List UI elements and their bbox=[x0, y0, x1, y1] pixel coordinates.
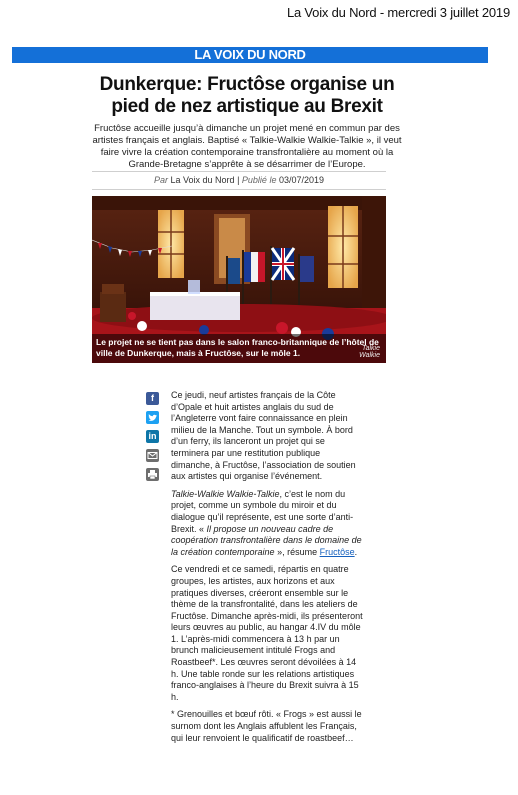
linkedin-icon[interactable]: in bbox=[146, 430, 159, 443]
byline-author: La Voix du Nord bbox=[170, 175, 235, 185]
bottom-rule bbox=[92, 189, 386, 190]
facebook-icon[interactable]: f bbox=[146, 392, 159, 405]
byline-date: 03/07/2019 bbox=[278, 175, 325, 185]
p2-text-3: . bbox=[354, 546, 358, 557]
mail-icon[interactable] bbox=[146, 449, 159, 462]
watermark-line2: Walkie bbox=[359, 352, 380, 359]
paragraph-1: Ce jeudi, neuf artistes français de la Côte d’Opale et huit artistes anglais du sud de l’Angleterre vont faire connaissance en plein milieu de la Manche. Tout un symbole. À bord d’un ferry, ils lanceront un projet qui se terminera par une restitution publique dimanche, à Fructôse, l’association de soutien aux artistes qui organise l’événement. bbox=[171, 390, 356, 482]
paragraph-2 bbox=[171, 489, 363, 559]
article-body bbox=[171, 390, 363, 750]
top-rule bbox=[92, 171, 386, 172]
byline-published-label: Publié le bbox=[241, 175, 277, 185]
byline-par: Par bbox=[153, 175, 168, 185]
watermark-line1: Talkie bbox=[361, 345, 380, 352]
paragraph-3: Ce vendredi et ce samedi, répartis en quatre groupes, les artistes, aux horizons et aux pratiques diverses, créeront ensemble sur le thème de la transfrontalité, dans les ateliers de Fructôse. Dimanche après-midi, ils présenteront leurs œuvres au public, au hangar 4.IV du môle 1. L’après-midi commencera à 13 h par un brunch malicieusement intitulé Frogs and Roastbeef*. Les œuvres seront dévoilées à 14 h. Une table ronde sur les relations artistiques franco-anglaises à l’heure du Brexit suivra à 15 h. bbox=[171, 564, 363, 702]
share-bar bbox=[146, 392, 159, 487]
publication-header: La Voix du Nord - mercredi 3 juillet 2019 bbox=[286, 5, 510, 20]
article-photo bbox=[92, 196, 386, 363]
twitter-icon[interactable] bbox=[146, 411, 159, 424]
photo-watermark bbox=[359, 345, 380, 359]
byline-separator: | bbox=[237, 175, 240, 185]
p2-text-1: , c’est le nom du projet, comme un symbole du miroir et du dialogue qu’il représente, est une sorte d’anti-Brexit. « bbox=[171, 488, 354, 534]
article-lead: Fructôse accueille jusqu’à dimanche un projet mené en commun par des artistes français et anglais. Baptisé « Talkie-Walkie Walkie-Talkie », il veut faire vivre la création contemporaine transfrontalière au moment où la Grande-Bretagne s’apprête à se désarrimer de l’Europe. bbox=[92, 123, 402, 170]
print-icon[interactable] bbox=[146, 468, 159, 481]
p2-italic-title: Talkie-Walkie Walkie-Talkie bbox=[171, 488, 280, 499]
fructose-link[interactable]: Fructôse bbox=[319, 546, 355, 557]
article-title: Dunkerque: Fructôse organise un pied de nez artistique au Brexit bbox=[99, 74, 395, 117]
brand-banner: LA VOIX DU NORD bbox=[12, 47, 488, 63]
paragraph-4: * Grenouilles et bœuf rôti. « Frogs » est aussi le surnom dont les Anglais affublent les Français, qui leur renvoient le qualificatif de roastbeef… bbox=[171, 709, 362, 743]
byline bbox=[92, 175, 386, 185]
p2-quote: Il propose un nouveau cadre de coopération transfrontalière dans le domaine de la création contemporaine bbox=[171, 523, 362, 557]
p2-text-2: », résume bbox=[274, 546, 320, 557]
photo-caption: Le projet ne se tient pas dans le salon franco-britannique de l’hôtel de ville de Dunkerque, mais à Fructôse, sur le môle 1. bbox=[92, 334, 386, 363]
